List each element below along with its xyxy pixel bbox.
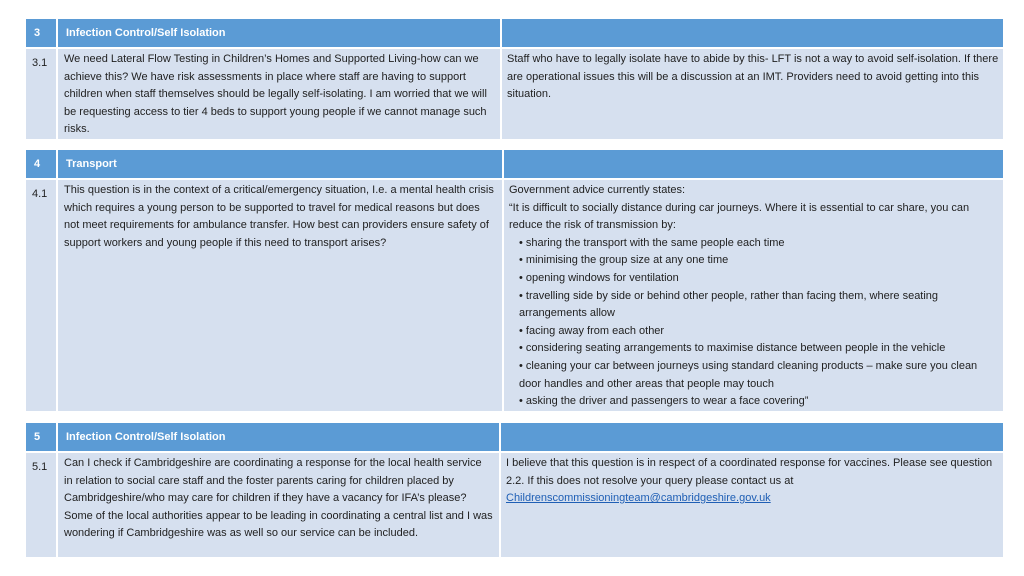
table-row <box>26 180 1003 411</box>
section-header-blank <box>501 423 1003 451</box>
answer-bullet: • travelling side by side or behind other people, rather than facing them, where seating arrangements allow <box>519 289 939 320</box>
section-header <box>26 19 1003 47</box>
item-number: 5.1 <box>26 453 56 557</box>
table-row <box>26 453 1003 557</box>
section-title: Transport <box>58 150 502 178</box>
answer-bullet: • sharing the transport with the same people each time <box>519 236 785 249</box>
question-text: Can I check if Cambridgeshire are coordinating a response for the local health service in relation to social care staff and the foster parents caring for children placed by Cambridgeshire/who may care for children if they have a vacancy for IFA’s please? Some of the local authorities appear to be leading in coordinating a central list and I was wondering if Cambridgeshire was as well so our service can be included. <box>58 453 499 557</box>
section-number: 3 <box>26 19 56 47</box>
answer-bullet: • cleaning your car between journeys using standard cleaning products – make sure you clean door handles and other areas that people may touch <box>519 359 978 390</box>
answer-text: I believe that this question is in respect of a coordinated response for vaccines. Please see question 2.2. If this does not resolve your query please contact us at <box>506 457 993 487</box>
answer-intro: Government advice currently states: <box>509 184 686 196</box>
section-title: Infection Control/Self Isolation <box>58 19 500 47</box>
answer-bullet: • considering seating arrangements to maximise distance between people in the vehicle <box>519 342 946 355</box>
section-number: 4 <box>26 150 56 178</box>
email-link[interactable]: Childrenscommissioningteam@cambridgeshire.gov.uk <box>506 492 771 505</box>
section-number: 5 <box>26 423 56 451</box>
answer-bullet: • asking the driver and passengers to wear a face covering” <box>519 395 809 408</box>
answer-bullet: • facing away from each other <box>519 324 665 337</box>
section-title: Infection Control/Self Isolation <box>58 423 499 451</box>
item-number: 3.1 <box>26 49 56 139</box>
item-number: 4.1 <box>26 180 56 411</box>
section-3-table <box>24 17 1005 141</box>
answer-cell <box>504 180 1003 411</box>
question-text: This question is in the context of a critical/emergency situation, I.e. a mental health crisis which requires a young person to be supported to travel for medical reasons but does not meet requirements for ambulance transfer. How best can providers ensure safety of support workers and young people if this need to transport arises? <box>58 180 502 411</box>
answer-text: Staff who have to legally isolate have to abide by this- LFT is not a way to avoid self-isolation. If there are operational issues this will be a discussion at an IMT. Providers need to avoid getting into this situation. <box>502 49 1003 139</box>
section-header-blank <box>502 19 1003 47</box>
section-header-blank <box>504 150 1003 178</box>
answer-bullet: • opening windows for ventilation <box>519 271 679 284</box>
answer-quote: “It is difficult to socially distance during car journeys. Where it is essential to car share, you can reduce the risk of transmission by: <box>509 201 970 232</box>
table-row <box>26 49 1003 139</box>
section-5-table <box>24 421 1005 559</box>
question-text: We need Lateral Flow Testing in Children’s Homes and Supported Living-how can we achieve this? We have risk assessments in place where staff are having to support children when staff themselves should be legally self-isolating. I am worried that we will be requesting access to tier 4 beds to support young people if we cannot manage such risks. <box>58 49 500 139</box>
section-header <box>26 150 1003 178</box>
section-header <box>26 423 1003 451</box>
answer-bullet: • minimising the group size at any one time <box>519 254 729 267</box>
answer-cell <box>501 453 1003 557</box>
section-4-table <box>24 148 1005 413</box>
